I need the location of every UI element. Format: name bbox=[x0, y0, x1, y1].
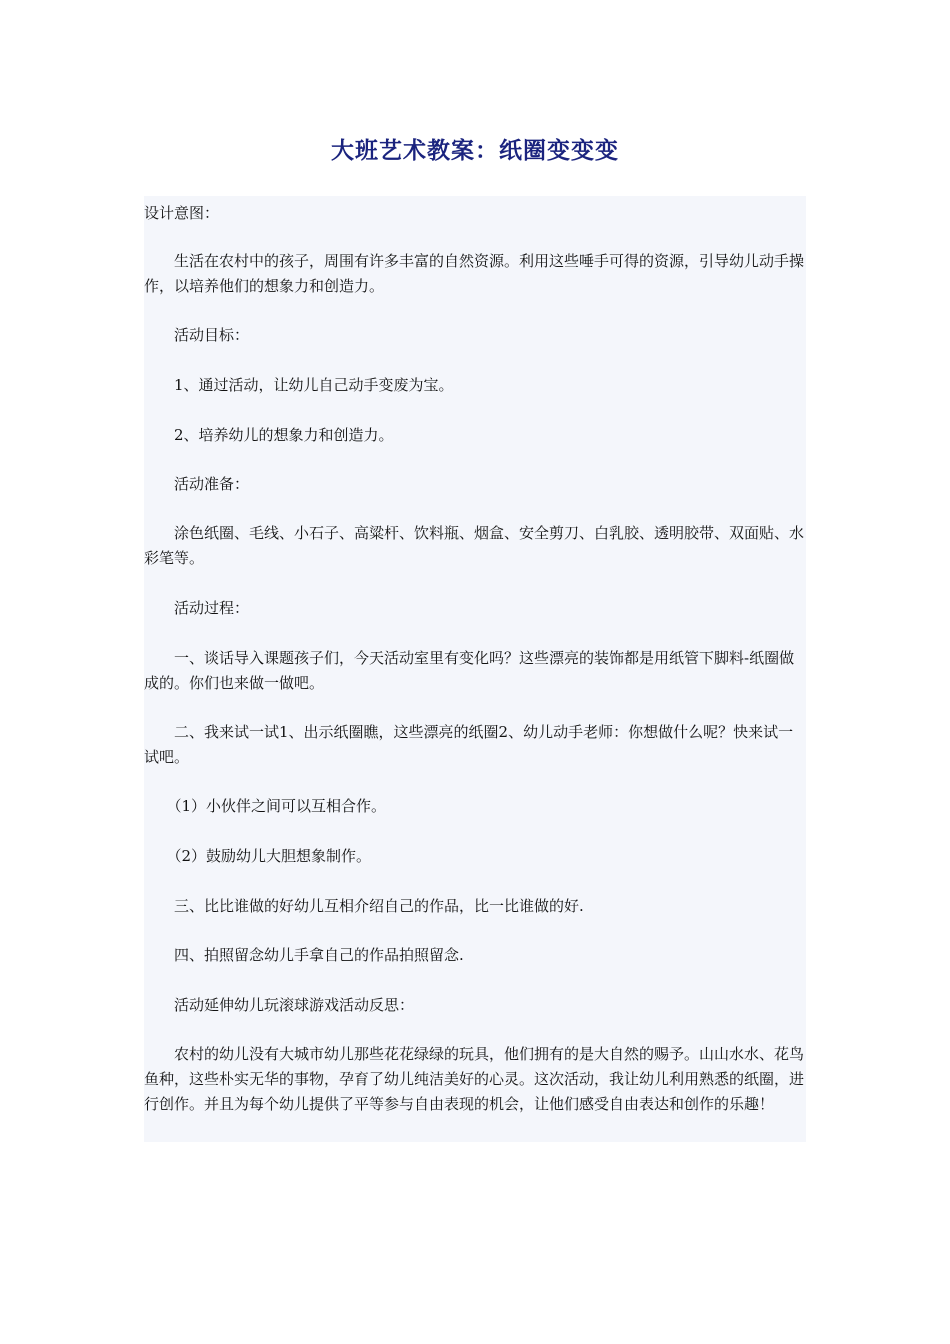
paragraph-extension-heading: 活动延伸幼儿玩滚球游戏活动反思： bbox=[144, 996, 415, 1014]
paragraph-prep-materials: 涂色纸圈、毛线、小石子、高粱杆、饮料瓶、烟盒、安全剪刀、白乳胶、透明胶带、双面贴、水彩笔等。 bbox=[144, 524, 805, 567]
paragraph-goals-heading: 活动目标： bbox=[144, 326, 250, 344]
paragraph-step-2-sub-1: （1）小伙伴之间可以互相合作。 bbox=[144, 797, 387, 815]
paragraph-reflection: 农村的幼儿没有大城市幼儿那些花花绿绿的玩具，他们拥有的是大自然的赐予。山山水水、花鸟鱼种，这些朴实无华的事物，孕育了幼儿纯洁美好的心灵。这次活动，我让幼儿利用熟悉的纸圈，进行创作。并且为每个幼儿提供了平等参与自由表现的机会，让他们感受自由表达和创作的乐趣！ bbox=[144, 1045, 805, 1113]
paragraph-goal-1: 1、通过活动，让幼儿自己动手变废为宝。 bbox=[144, 376, 454, 394]
paragraph-step-1: 一、谈话导入课题孩子们，今天活动室里有变化吗？这些漂亮的装饰都是用纸管下脚料-纸圈做成的。你们也来做一做吧。 bbox=[144, 649, 795, 692]
paragraph-design-intent-heading: 设计意图： bbox=[144, 204, 220, 222]
paragraph-design-intent: 生活在农村中的孩子，周围有许多丰富的自然资源。利用这些唾手可得的资源，引导幼儿动手操作，以培养他们的想象力和创造力。 bbox=[144, 252, 805, 295]
paragraph-goal-2: 2、培养幼儿的想象力和创造力。 bbox=[144, 426, 394, 444]
document-body bbox=[144, 196, 806, 1142]
paragraph-step-2: 二、我来试一试1、出示纸圈瞧，这些漂亮的纸圈2、幼儿动手老师：你想做什么呢？快来试一试吧。 bbox=[144, 723, 794, 766]
document-title: 大班艺术教案：纸圈变变变 bbox=[331, 137, 619, 164]
paragraph-process-heading: 活动过程： bbox=[144, 599, 250, 617]
paragraph-step-2-sub-2: （2）鼓励幼儿大胆想象制作。 bbox=[144, 847, 372, 865]
paragraph-step-4: 四、拍照留念幼儿手拿自己的作品拍照留念. bbox=[144, 946, 464, 964]
paragraph-step-3: 三、比比谁做的好幼儿互相介绍自己的作品，比一比谁做的好. bbox=[144, 897, 584, 915]
paragraph-prep-heading: 活动准备： bbox=[144, 475, 250, 493]
